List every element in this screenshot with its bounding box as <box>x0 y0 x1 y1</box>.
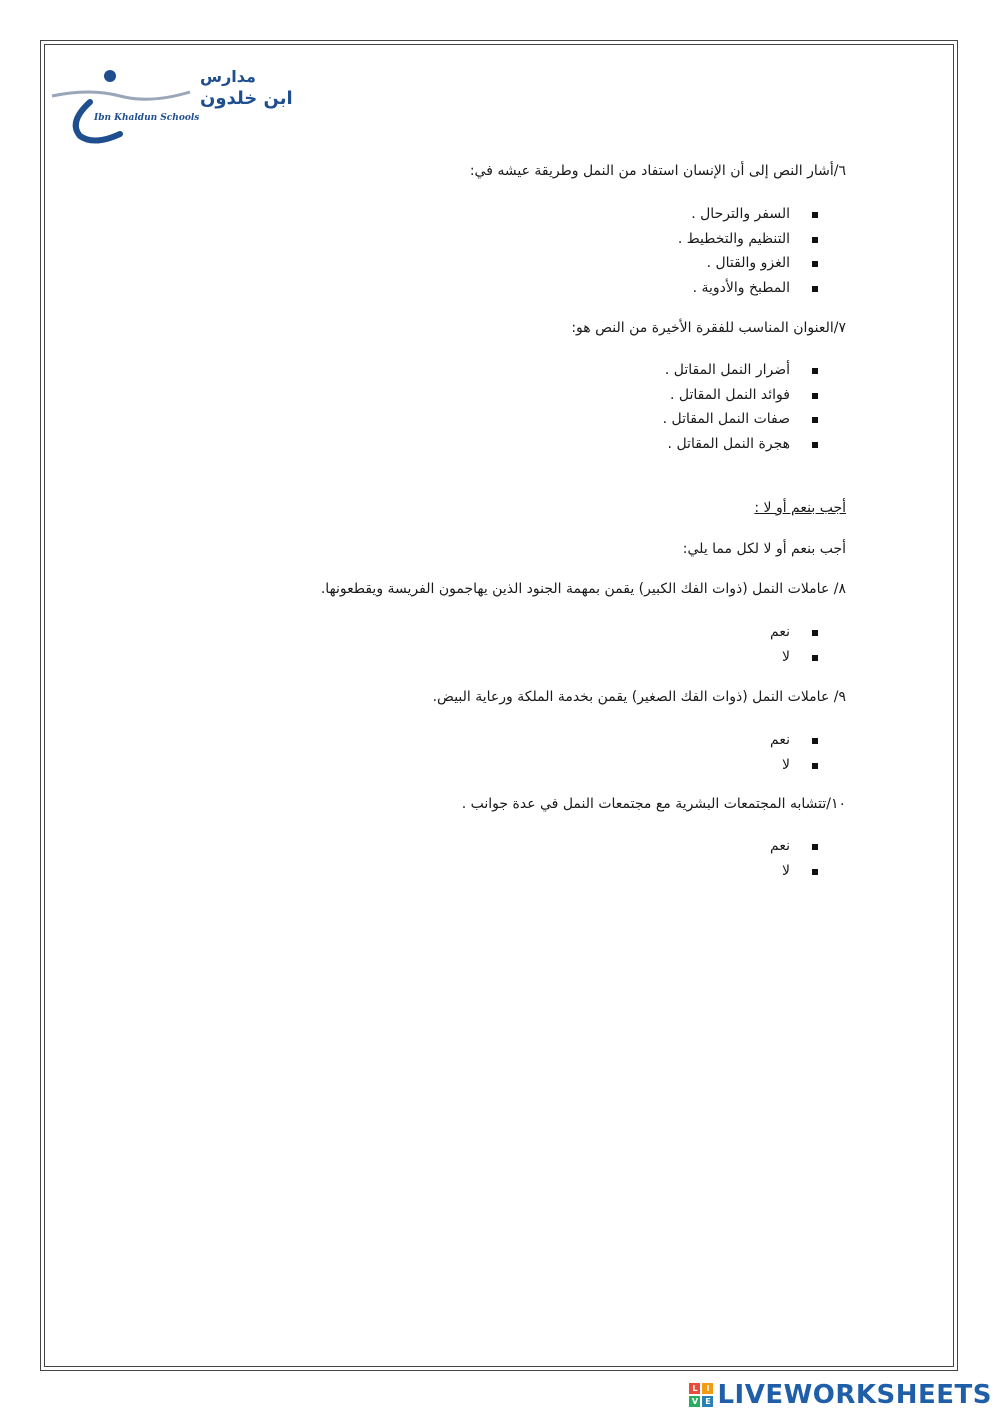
logo-english: Ibn Khaldun Schools <box>94 113 200 123</box>
badge-letter: I <box>702 1383 713 1394</box>
badge-letter: L <box>689 1383 700 1394</box>
option-organization[interactable]: التنظيم والتخطيط . <box>678 227 818 252</box>
option-yes[interactable]: نعم <box>770 620 818 645</box>
school-logo <box>50 62 293 152</box>
option-yes[interactable]: نعم <box>770 834 818 859</box>
badge-letter: E <box>702 1396 713 1407</box>
question-10-options <box>770 834 818 883</box>
option-no[interactable]: لا <box>770 753 818 778</box>
option-no[interactable]: لا <box>770 859 818 884</box>
option-traits[interactable]: صفات النمل المقاتل . <box>663 407 818 432</box>
option-kitchen[interactable]: المطبخ والأدوية . <box>678 276 818 301</box>
question-9: ٩/ عاملات النمل (ذوات الفك الصغير) يقمن بخدمة الملكة ورعاية البيض. <box>432 689 846 705</box>
question-9-options <box>770 728 818 777</box>
option-yes[interactable]: نعم <box>770 728 818 753</box>
liveworksheets-brand[interactable] <box>689 1378 992 1412</box>
question-6: ٦/أشار النص إلى أن الإنسان استفاد من النمل وطريقة عيشه في: <box>469 163 846 179</box>
brand-text: LIVEWORKSHEETS <box>717 1380 992 1410</box>
question-10: ١٠/تتشابه المجتمعات البشرية مع مجتمعات النمل في عدة جوانب . <box>461 796 846 812</box>
question-7-options <box>663 358 818 456</box>
question-8: ٨/ عاملات النمل (ذوات الفك الكبير) يقمن بمهمة الجنود الذين يهاجمون الفريسة ويقطعونها. <box>320 581 846 597</box>
option-migration[interactable]: هجرة النمل المقاتل . <box>663 432 818 457</box>
question-7: ٧/العنوان المناسب للفقرة الأخيرة من النص هو: <box>571 320 846 336</box>
logo-arabic-line2: ابن خلدون <box>200 88 293 109</box>
logo-dot <box>104 70 116 82</box>
badge-letter: V <box>689 1396 700 1407</box>
logo-arabic-line1: مدارس <box>200 67 256 86</box>
option-benefits[interactable]: فوائد النمل المقاتل . <box>663 383 818 408</box>
question-8-options <box>770 620 818 669</box>
option-harms[interactable]: أضرار النمل المقاتل . <box>663 358 818 383</box>
option-travel[interactable]: السفر والترحال . <box>678 202 818 227</box>
option-war[interactable]: الغزو والقتال . <box>678 251 818 276</box>
question-6-options <box>678 202 818 300</box>
section-title: أجب بنعم أو لا : <box>754 500 846 516</box>
logo-swoosh-grey <box>52 92 190 99</box>
brand-badge-icon <box>689 1383 713 1407</box>
option-no[interactable]: لا <box>770 645 818 670</box>
section-instruction: أجب بنعم أو لا لكل مما يلي: <box>682 541 846 557</box>
